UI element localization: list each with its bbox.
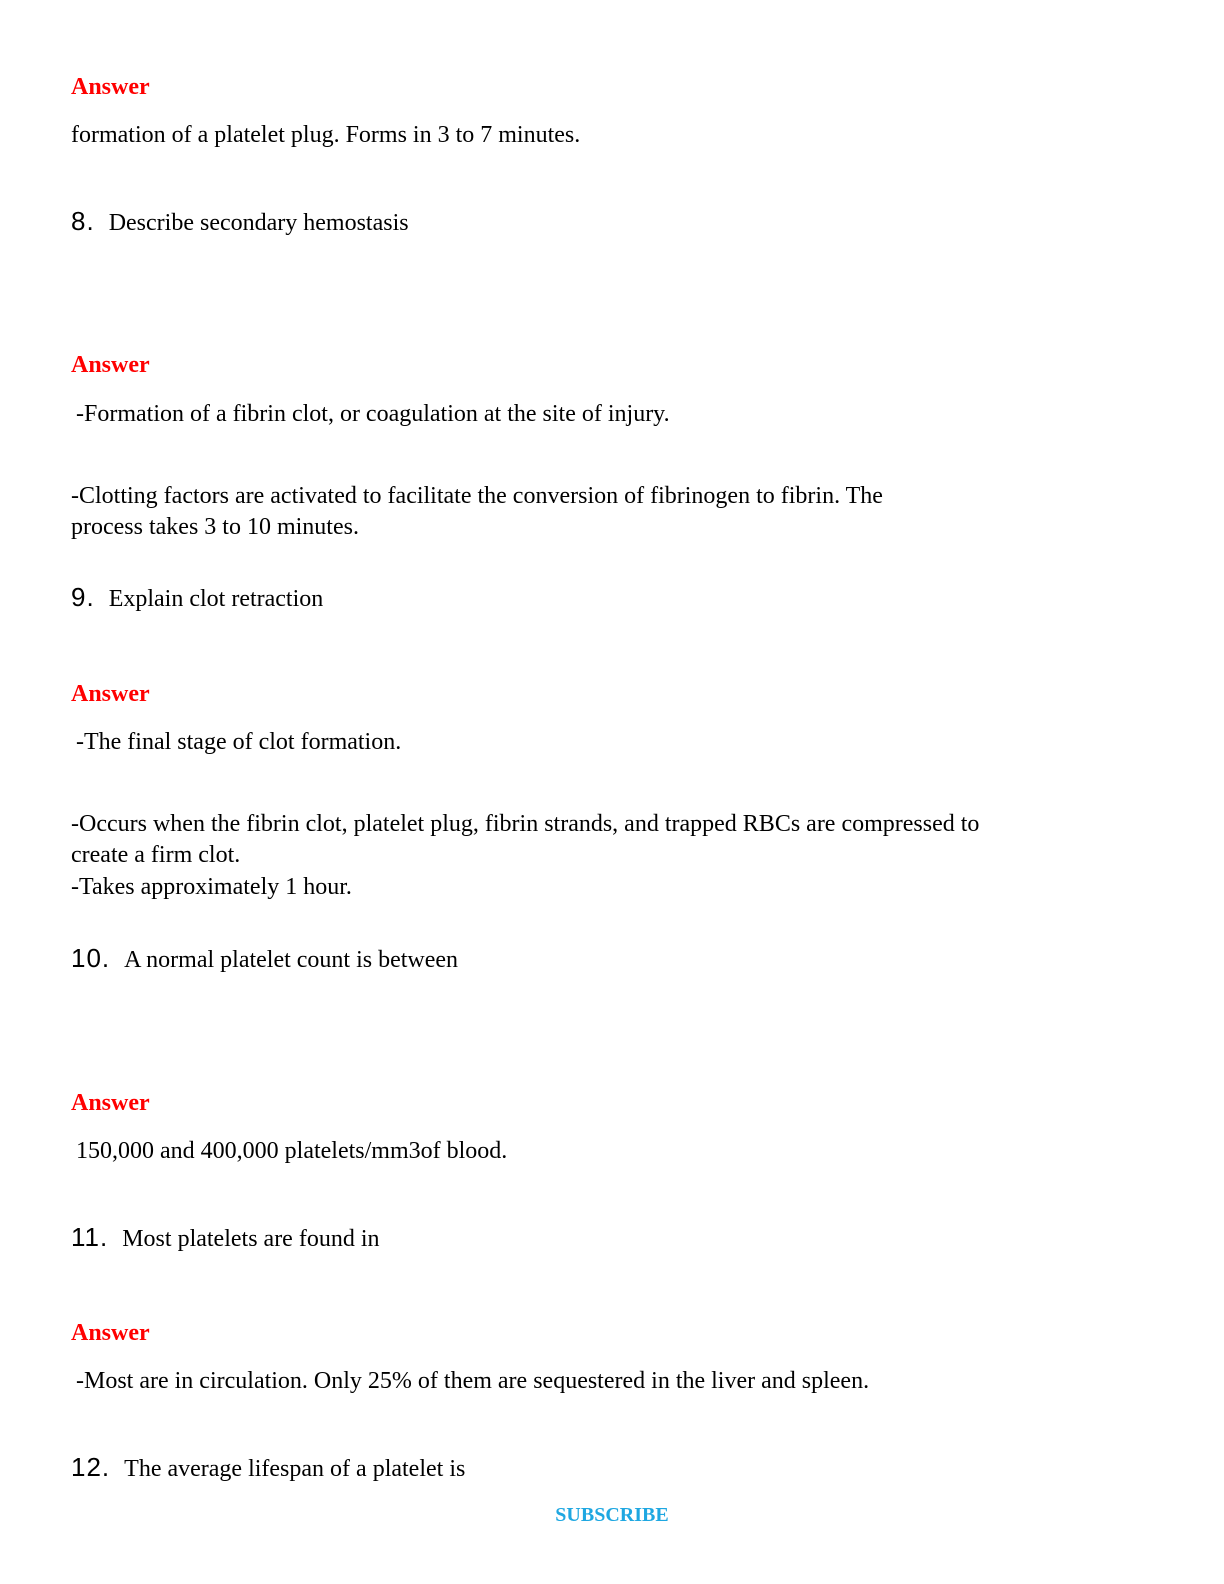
answer-text: -Clotting factors are activated to facilitate the conversion of fibrinogen to fibrin. The xyxy=(71,483,883,509)
answer-text: create a firm clot. xyxy=(71,842,241,868)
question-text: Most platelets are found in xyxy=(122,1226,380,1252)
answer-text: -Occurs when the fibrin clot, platelet plug, fibrin strands, and trapped RBCs are compressed to xyxy=(71,811,980,837)
answer-text: -The final stage of clot formation. xyxy=(76,729,402,755)
answer-text: -Most are in circulation. Only 25% of them are sequestered in the liver and spleen. xyxy=(76,1368,870,1394)
question-11 xyxy=(71,1222,380,1254)
question-number: 12. xyxy=(71,1452,111,1482)
answer-heading: Answer xyxy=(71,74,150,100)
question-text: A normal platelet count is between xyxy=(124,947,459,973)
question-text: Describe secondary hemostasis xyxy=(108,210,409,236)
question-number: 8. xyxy=(71,206,95,236)
answer-text: formation of a platelet plug. Forms in 3 to 7 minutes. xyxy=(71,122,581,148)
answer-heading: Answer xyxy=(71,1090,150,1116)
answer-text: process takes 3 to 10 minutes. xyxy=(71,514,359,540)
question-number: 10. xyxy=(71,943,111,973)
answer-heading: Answer xyxy=(71,1320,150,1346)
answer-heading: Answer xyxy=(71,352,150,378)
question-8 xyxy=(71,206,409,238)
question-text: Explain clot retraction xyxy=(108,586,324,612)
question-number: 9. xyxy=(71,582,95,612)
question-number: 11. xyxy=(71,1222,109,1252)
question-10 xyxy=(71,943,458,975)
subscribe-link[interactable]: SUBSCRIBE xyxy=(555,1504,669,1526)
question-12 xyxy=(71,1452,465,1484)
answer-heading: Answer xyxy=(71,681,150,707)
question-text: The average lifespan of a platelet is xyxy=(124,1456,466,1482)
answer-text: 150,000 and 400,000 platelets/mm3of blood. xyxy=(76,1138,508,1164)
answer-text: -Formation of a fibrin clot, or coagulation at the site of injury. xyxy=(76,401,670,427)
answer-text: -Takes approximately 1 hour. xyxy=(71,874,352,900)
question-9 xyxy=(71,582,323,614)
